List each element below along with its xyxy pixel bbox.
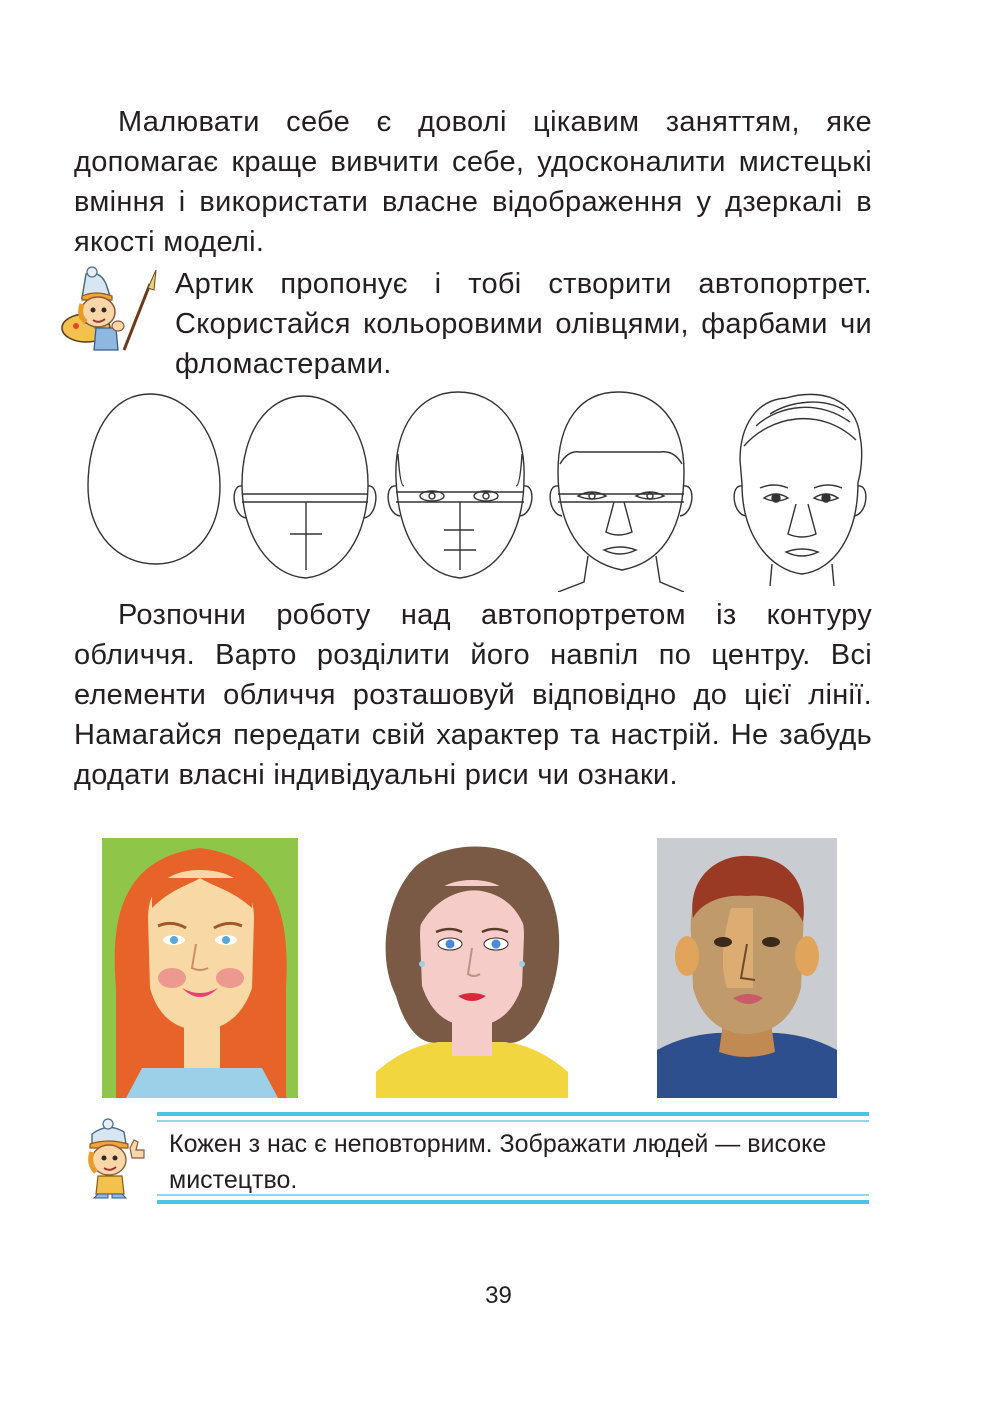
intro-paragraph: Малювати себе є доволі цікавим заняттям, яке допомагає краще вивчити себе, удосконалити мистецькі вміння і використати власне відображення у дзеркалі в якості моделі.: [74, 106, 872, 258]
note-border-top: [157, 1112, 869, 1116]
portrait-curly-hair: [376, 836, 568, 1098]
note-box: [157, 1112, 869, 1204]
artik-thumbs-up-icon: [78, 1118, 156, 1200]
page-number: 39: [485, 1282, 512, 1309]
instruction-paragraph: Розпочни роботу над автопортретом із контуру обличчя. Варто розділити його навпіл по центру. Всі елементи обличчя розташовуй відповідно до цієї лінії. Намагайся передати свій характер та настрій. Не забудь додати власні індивідуальні риси чи ознаки.: [74, 599, 872, 791]
face-step-3: [388, 392, 532, 578]
note-text: Кожен з нас є неповторним. Зображати людей — високе мистецтво.: [169, 1130, 827, 1194]
face-step-5: [734, 394, 866, 586]
face-step-1: [88, 394, 220, 564]
note-border-bottom-thin: [157, 1194, 869, 1196]
portrait-red-hair: [102, 838, 298, 1098]
note-border-bottom: [157, 1200, 869, 1204]
face-step-4: [550, 392, 692, 592]
portrait-boy: [657, 838, 837, 1098]
face-step-2: [234, 396, 376, 578]
artik-painter-icon: [56, 266, 166, 356]
face-drawing-steps: [80, 386, 870, 592]
note-border-top-thin: [157, 1120, 869, 1122]
artik-suggestion: Артик пропонує і тобі створити автопортрет. Скористайся кольоровими олівцями, фарбами чи фломастерами.: [175, 268, 872, 380]
